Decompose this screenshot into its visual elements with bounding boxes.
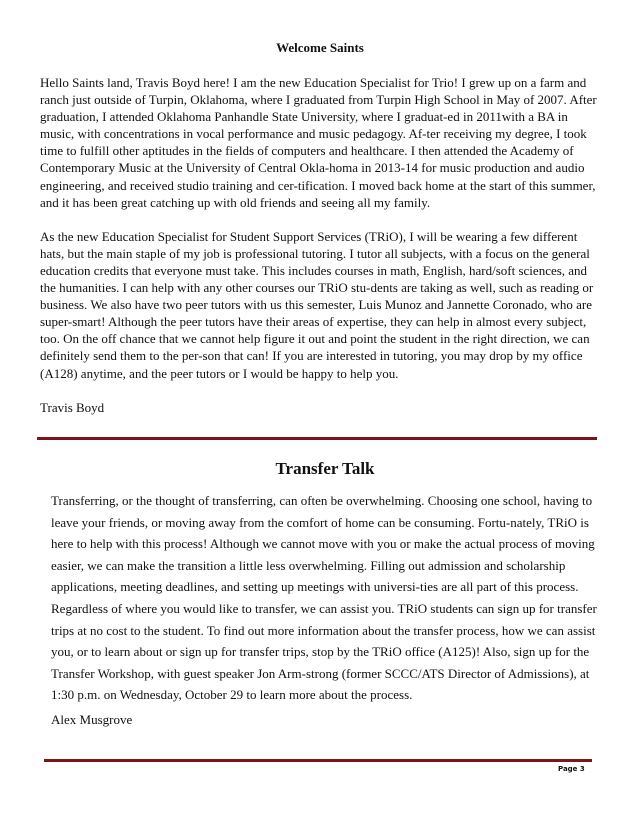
welcome-title: Welcome Saints	[276, 40, 364, 55]
welcome-paragraph-1: Hello Saints land, Travis Boyd here! I am the new Education Specialist for Trio! I grew up on a farm and ranch just outside of Turpin, Oklahoma, where I graduated from Turpin High School in May of 2007. After graduation, I attended Oklahoma Panhandle State University, where I graduat-ed in 2011with a BA in music, with concentrations in vocal performance and music pedagogy. Af-ter receiving my degree, I took time to fulfill other aptitudes in the fields of computers and healthcare. I then attended the Academy of Contemporary Music at the University of Central Okla-homa in 2013-14 for music production and audio engineering, and received studio training and cer-tification. I moved back home at the start of this summer, and it has been great catching up with old friends and seeing all my family.	[40, 75, 597, 210]
welcome-signature: Travis Boyd	[40, 399, 105, 415]
section-divider-top	[37, 437, 597, 440]
transfer-section	[51, 458, 599, 730]
transfer-title: Transfer Talk	[275, 459, 375, 478]
transfer-signature: Alex Musgrove	[51, 711, 133, 727]
transfer-paragraph: Transferring, or the thought of transferring, can often be overwhelming. Choosing one school, having to leave your friends, or moving away from the comfort of home can be consuming. Fortu-nately, TRiO is here to help with this process! Although we cannot move with you or make the actual process of moving easier, we can make the transition a little less overwhelming. Filling out admission and scholarship applications, meeting deadlines, and setting up meetings with universi-ties are all part of this process. Regardless of where you would like to transfer, we can assist you. TRiO students can sign up for transfer trips at no cost to the student. To find out more information about the transfer process, how we can assist you, or to learn about or sign up for transfer trips, stop by the TRiO office (A125)! Also, sign up for the Transfer Workshop, with guest speaker Jon Arm-strong (former SCCC/ATS Director of Admissions), at 1:30 p.m. on Wednesday, October 29 to learn more about the process.	[51, 493, 597, 703]
welcome-section	[40, 40, 600, 416]
page-number: Page 3	[558, 765, 585, 773]
section-divider-bottom	[44, 759, 592, 762]
welcome-paragraph-2: As the new Education Specialist for Student Support Services (TRiO), I will be wearing a few different hats, but the main staple of my job is professional tutoring. I tutor all subjects, with a focus on the general education credits that everyone must take. This includes courses in math, English, hard/soft sciences, and the humanities. I can help with any other courses our TRiO stu-dents are taking as well, such as reading or business. We also have two peer tutors with us this semester, Luis Munoz and Jannette Coronado, who are super-smart! Although the peer tutors have their areas of expertise, they can help in almost every subject, too. On the off chance that we cannot help figure it out and point the student in the right direction, we can definitely send them to the per-son that can! If you are interested in tutoring, you may drop by my office (A128) anytime, and the peer tutors or I would be happy to help you.	[40, 228, 594, 381]
